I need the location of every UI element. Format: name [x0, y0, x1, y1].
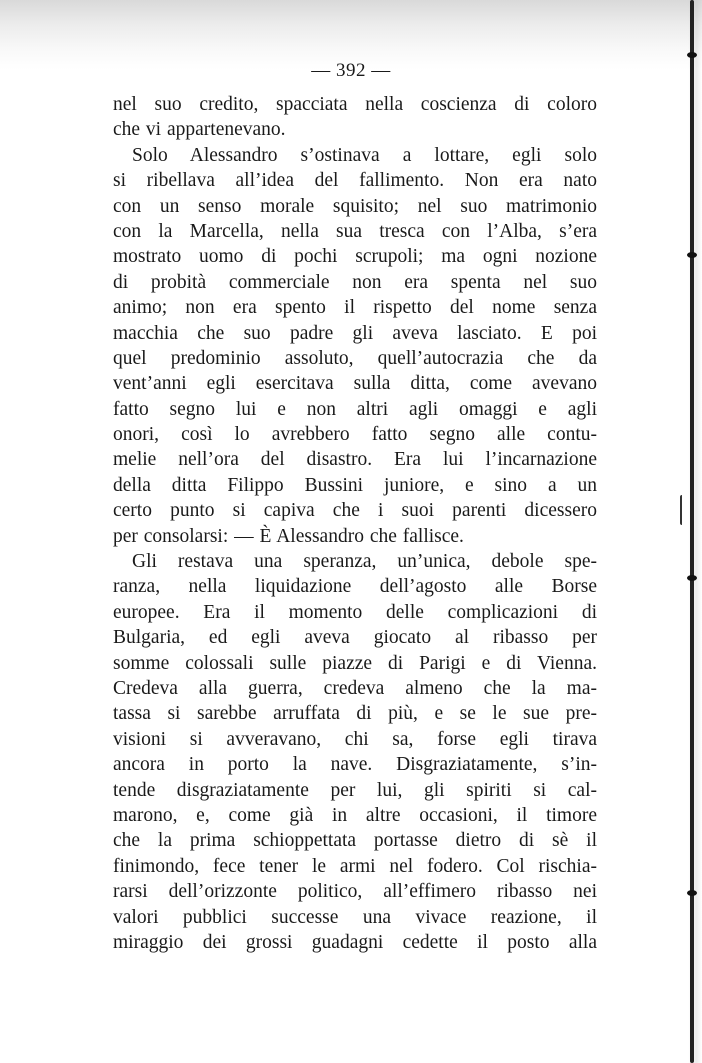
text-line: per consolarsi: — È Alessandro che fallisce. [113, 525, 464, 547]
text-line: macchia che suo padre gli aveva lasciato. E poi [113, 322, 597, 344]
text-line: che la prima schioppettata portasse dietro di sè il [113, 830, 597, 852]
body-text [113, 92, 597, 955]
text-line: Gli restava una speranza, un’unica, debole spe- [132, 551, 597, 573]
text-line: vent’anni egli esercitava sulla ditta, come avevano [113, 373, 597, 395]
text-line: somme colossali sulle piazze di Parigi e di Vienna. [113, 652, 597, 674]
text-line: finimondo, fece tener le armi nel fodero. Col rischia- [113, 855, 597, 877]
text-line: tassa si sarebbe arruffata di più, e se le sue pre- [113, 703, 597, 725]
text-line: europee. Era il momento delle complicazioni di [113, 601, 597, 623]
text-line: animo; non era spento il rispetto del nome senza [113, 297, 597, 319]
text-line: nel suo credito, spacciata nella coscienza di coloro [113, 94, 597, 115]
text-line: valori pubblici successe una vivace reazione, il [113, 906, 597, 928]
text-line: con la Marcella, nella sua tresca con l’Alba, s’era [113, 220, 597, 242]
margin-mark [680, 495, 684, 525]
text-line: Bulgaria, ed egli aveva giocato al ribasso per [113, 627, 597, 649]
text-line: tende disgraziatamente per lui, gli spiriti si cal- [113, 779, 597, 801]
text-line: visioni si avveravano, chi sa, forse egli tirava [113, 728, 597, 750]
text-line: ancora in porto la nave. Disgraziatamente, s’in- [113, 754, 597, 776]
text-line: marono, e, come già in altre occasioni, il timore [113, 804, 597, 826]
text-line: di probità commerciale non era spenta nel suo [113, 271, 597, 293]
text-line: onori, così lo avrebbero fatto segno alle contu- [113, 424, 597, 446]
text-line: ranza, nella liquidazione dell’agosto alle Borse [113, 576, 597, 598]
text-line: fatto segno lui e non altri agli omaggi e agli [113, 398, 597, 420]
text-line: rarsi dell’orizzonte politico, all’effimero ribasso nei [113, 881, 597, 903]
binding-knot [687, 575, 697, 581]
text-line: Credeva alla guerra, credeva almeno che la ma- [113, 677, 597, 699]
text-line: certo punto si capiva che i suoi parenti dicessero [113, 500, 597, 522]
text-line: mostrato uomo di pochi scrupoli; ma ogni nozione [113, 246, 597, 268]
text-line: miraggio dei grossi guadagni cedette il posto alla [113, 931, 597, 953]
binding-knot [687, 890, 697, 896]
text-line: si ribellava all’idea del fallimento. Non era nato [113, 170, 597, 192]
text-line: melie nell’ora del disastro. Era lui l’incarnazione [113, 449, 597, 471]
text-line: che vi appartenevano. [113, 119, 286, 141]
binding-knot [687, 252, 697, 258]
book-binding-thread [690, 0, 694, 1063]
text-line: della ditta Filippo Bussini juniore, e sino a un [113, 474, 597, 496]
text-line: con un senso morale squisito; nel suo matrimonio [113, 195, 597, 217]
page-number: — 392 — [311, 60, 391, 81]
binding-knot [687, 52, 697, 58]
text-line: Solo Alessandro s’ostinava a lottare, egli solo [132, 144, 597, 166]
text-line: quel predominio assoluto, quell’autocrazia che da [113, 347, 597, 369]
